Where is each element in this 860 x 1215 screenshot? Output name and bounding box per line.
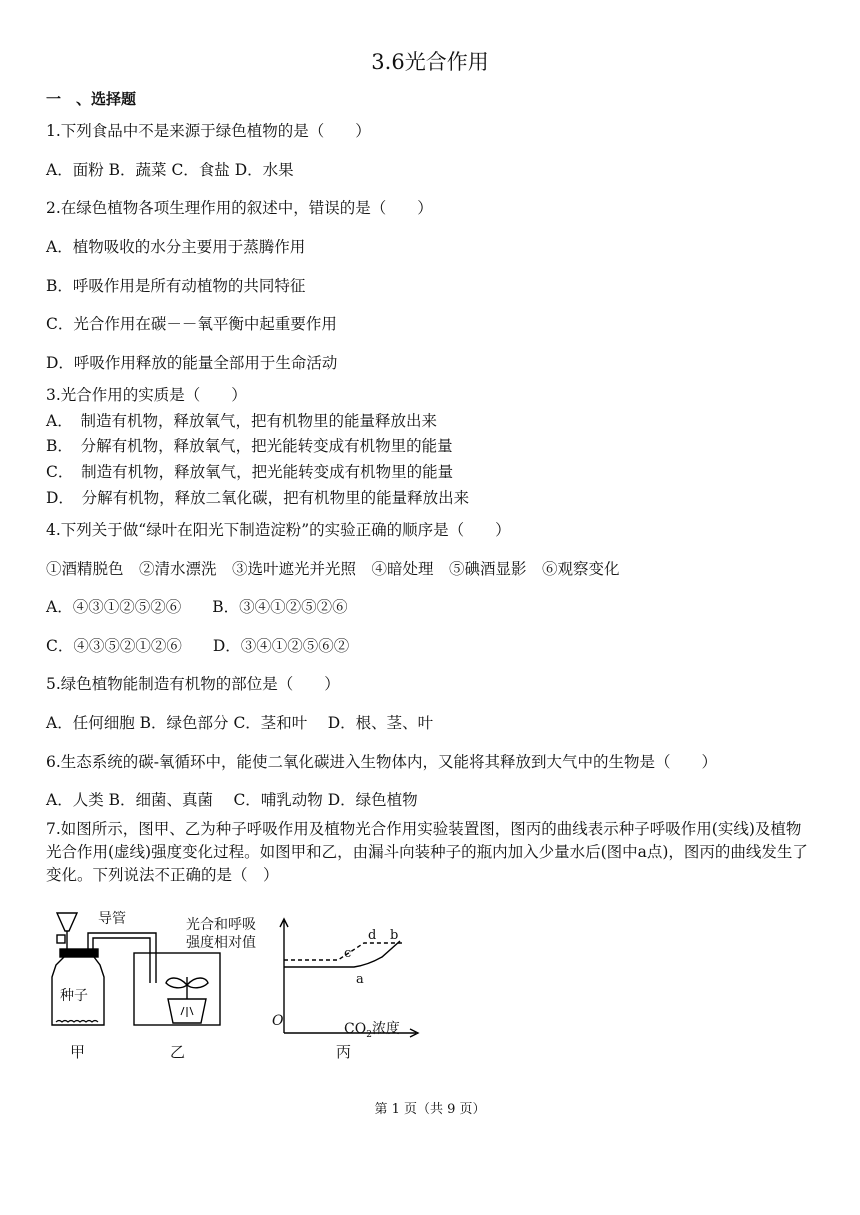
label-yi: 乙: [170, 1043, 186, 1061]
label-jia: 甲: [70, 1043, 86, 1061]
page-footer: 第 1 页（共 9 页）: [374, 1102, 486, 1117]
question-3-option-c: C． 制造有机物，释放氧气，把光能转变成有机物里的能量: [46, 463, 454, 481]
question-2-option-b: B．呼吸作用是所有动植物的共同特征: [46, 277, 306, 295]
question-3-option-d: D． 分解有机物，释放二氧化碳，把有机物里的能量释放出来: [46, 489, 470, 507]
x-axis-label: $CO_2$浓度: [344, 1021, 400, 1040]
question-4-options-ab: A．④③①②⑤②⑥ B．③④①②⑤②⑥: [46, 598, 348, 616]
tube-label: 导管: [98, 911, 126, 927]
question-6-stem: 6.生态系统的碳-氧循环中，能使二氧化碳进入生物体内，又能将其释放到大气中的生物是（ ）: [46, 753, 718, 771]
question-7-stem: 7.如图所示，图甲、乙为种子呼吸作用及植物光合作用实验装置图，图丙的曲线表示种子呼吸作用(实线)及植物光合作用(虚线)强度变化过程。如图甲和乙，由漏斗向装种子的瓶内加入少量水后(图中a点)，图丙的曲线发生了变化。下列说法不正确的是（ ）: [46, 820, 808, 884]
question-2-option-a: A．植物吸收的水分主要用于蒸腾作用: [46, 238, 306, 256]
point-d-label: d: [368, 928, 377, 943]
seed-label: 种子: [60, 988, 88, 1004]
page-title: 3.6光合作用: [371, 50, 489, 74]
funnel-icon: [57, 913, 77, 931]
origin-label: O: [272, 1013, 284, 1029]
box-yi: [134, 953, 220, 1025]
point-c-label: c: [344, 946, 352, 961]
y-axis-label-line2: 强度相对值: [186, 935, 256, 951]
question-1-stem: 1.下列食品中不是来源于绿色植物的是（ ）: [46, 122, 371, 140]
section-heading: 一 、选择题: [46, 90, 137, 108]
question-5-options: A．任何细胞 B．绿色部分 C．茎和叶 D．根、茎、叶: [46, 714, 434, 732]
point-a-label: a: [356, 972, 364, 987]
question-3-stem: 3.光合作用的实质是（ ）: [46, 386, 247, 404]
label-bing: 丙: [336, 1043, 352, 1061]
question-4-steps: ①酒精脱色 ②清水漂洗 ③选叶遮光并光照 ④暗处理 ⑤碘酒显影 ⑥观察变化: [46, 560, 620, 578]
question-4-options-cd: C．④③⑤②①②⑥ D．③④①②⑤⑥②: [46, 637, 350, 655]
question-6-options: A．人类 B．细菌、真菌 C．哺乳动物 D．绿色植物: [46, 791, 418, 809]
question-2-stem: 2.在绿色植物各项生理作用的叙述中，错误的是（ ）: [46, 199, 433, 217]
question-1-options: A．面粉 B．蔬菜 C．食盐 D．水果: [46, 161, 294, 179]
question-2-option-d: D．呼吸作用释放的能量全部用于生命活动: [46, 354, 338, 372]
experiment-figure: [38, 905, 428, 1065]
question-3-option-a: A． 制造有机物，释放氧气，把有机物里的能量释放出来: [46, 412, 437, 430]
question-2-option-c: C．光合作用在碳－－氧平衡中起重要作用: [46, 315, 337, 333]
tube: [88, 933, 156, 983]
point-b-label: b: [390, 928, 399, 943]
question-3-option-b: B． 分解有机物，释放氧气，把光能转变成有机物里的能量: [46, 437, 453, 455]
y-axis-label-line1: 光合和呼吸: [186, 917, 256, 933]
question-4-stem: 4.下列关于做“绿叶在阳光下制造淀粉”的实验正确的顺序是（ ）: [46, 521, 511, 539]
question-5-stem: 5.绿色植物能制造有机物的部位是（ ）: [46, 675, 340, 693]
respiration-curve: [284, 941, 400, 967]
